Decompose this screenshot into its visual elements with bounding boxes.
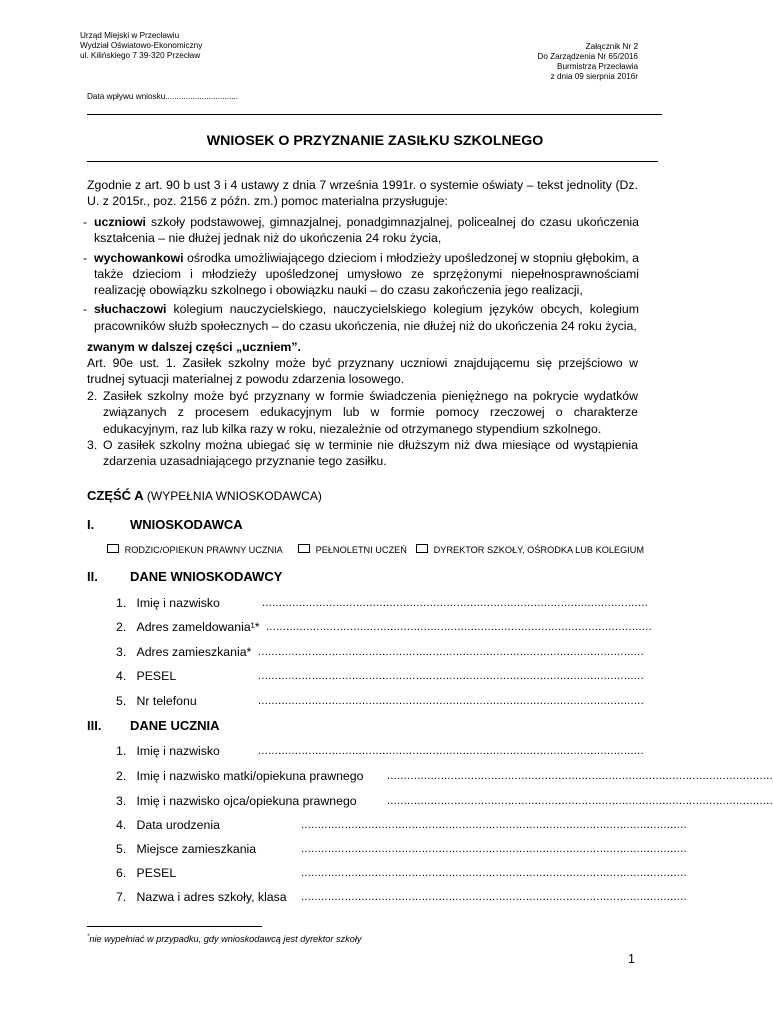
page-number: 1 xyxy=(628,952,635,966)
applicant-pesel-field[interactable]: ................................................................................................................... xyxy=(258,670,644,682)
applicant-option-parent[interactable] xyxy=(107,544,283,555)
part-a-title: CZĘŚĆ A xyxy=(87,488,144,503)
article-text: Zasiłek szkolny może być przyznany w formie świadczenia pieniężnego na pokrycie wydatków związanych z procesem edukacyjnym lub w formie pomocy rzeczowej o charakterze edukacyjnym, raz lub kilka razy w roku, niezależnie od otrzymanego stypendium szkolnego. xyxy=(103,389,638,436)
bullet-bold: uczniowi xyxy=(94,215,146,229)
form-title: WNIOSEK O PRZYZNANIE ZASIŁKU SZKOLNEGO xyxy=(206,133,544,149)
eligibility-list xyxy=(83,214,639,334)
checkbox[interactable] xyxy=(107,544,119,553)
part-a-heading xyxy=(87,488,322,503)
office-address xyxy=(80,31,202,61)
mother-name-label: 2. Imię i nazwisko matki/opiekuna prawnego xyxy=(116,769,364,783)
annex-line4: z dnia 09 sierpnia 2016r xyxy=(550,72,638,81)
footnote-divider xyxy=(87,926,262,927)
office-line3: ul. Kilińskiego 7 39-320 Przecław xyxy=(80,51,201,60)
residence-place-field[interactable]: ................................................................................................................... xyxy=(301,843,687,855)
checkbox[interactable] xyxy=(298,544,310,553)
intro-paragraph: Zgodnie z art. 90 b ust 3 i 4 ustawy z dnia 7 września 1991r. o systemie oświaty – tekst jednolity (Dz. U. z 2015r., poz. 2156 z późn. zm.) pomoc materialna przysługuje: xyxy=(87,178,638,209)
applicant-phone-label: 5. Nr telefonu xyxy=(116,694,197,708)
section3-title: DANE UCZNIA xyxy=(130,718,220,733)
applicant-name-field[interactable]: ................................................................................................................... xyxy=(262,597,648,609)
office-line2: Wydział Oświatowo-Ekonomiczny xyxy=(80,41,203,50)
annex-info xyxy=(537,42,638,82)
father-name-label: 3. Imię i nazwisko ojca/opiekuna prawnego xyxy=(116,794,357,808)
applicant-registered-address-field[interactable]: ................................................................................................................... xyxy=(266,621,652,633)
bullet-bold: wychowankowi xyxy=(94,250,184,265)
footnote-mark: * xyxy=(87,934,90,940)
footnote xyxy=(87,934,362,944)
header-divider xyxy=(87,114,662,115)
applicant-option-director[interactable] xyxy=(416,544,644,555)
list-item: - uczniowi szkoły podstawowej, gimnazjalnej, ponadgimnazjalnej, policealnej do czasu ukończenia kształcenia – nie dłużej jednak niż do ukończenia 24 roku życia, xyxy=(83,215,639,246)
list-item: - słuchaczowi kolegium nauczycielskiego, nauczycielskiego kolegium języków obcych, kolegium pracowników służb społecznych – do czasu ukończenia, nie dłużej niż do ukończenia 24 roku życia, xyxy=(83,302,639,333)
student-definition: zwanym w dalszej części „uczniem”. xyxy=(87,340,301,354)
article-num: 2. xyxy=(87,389,98,403)
article-num: 3. xyxy=(87,438,98,452)
annex-line1: Załącznik Nr 2 xyxy=(585,42,638,51)
bullet-text: szkoły podstawowej, gimnazjalnej, ponadgimnazjalnej, policealnej do czasu ukończenia kształcenia – nie dłużej jednak niż do ukończenia 24 roku życia, xyxy=(94,215,639,246)
applicant-pesel-label: 4. PESEL xyxy=(116,669,177,683)
footnote-text: nie wypełniać w przypadku, gdy wnioskodawcą jest dyrektor szkoły xyxy=(89,934,362,945)
birth-date-label: 4. Data urodzenia xyxy=(116,818,220,832)
applicant-residence-address-field[interactable]: ................................................................................................................... xyxy=(258,646,644,658)
article-text: O zasiłek szkolny można ubiegać się w terminie nie dłuższym niż dwa miesiące od wystąpienia zdarzenia uzasadniającego przyznanie tego zasiłku. xyxy=(103,438,638,469)
title-divider xyxy=(87,161,658,162)
section3-number: III. xyxy=(87,718,102,733)
father-name-field[interactable]: ................................................................................................................... xyxy=(387,795,773,807)
list-item: - wychowankowi ośrodka umożliwiającego dzieciom i młodzieży upośledzonej w stopniu głębokim, a także dzieciom i młodzieży upośledzonej umysłowo ze sprzężonymi niepełnosprawnościami realizację obowiązku szkolnego i obowiązku nauki – do czasu zakończenia jego realizacji, xyxy=(83,250,639,298)
school-label: 7. Nazwa i adres szkoły, klasa xyxy=(116,890,287,904)
article-90e-3 xyxy=(87,437,638,470)
mother-name-field[interactable]: ................................................................................................................... xyxy=(387,770,773,782)
section1-title: WNIOSKODAWCA xyxy=(130,517,243,532)
annex-line2: Do Zarządzenia Nr 65/2016 xyxy=(537,52,638,61)
bullet-text: kolegium nauczycielskiego, nauczycielskiego kolegium języków obcych, kolegium pracowników służb społecznych – do czasu ukończenia, nie dłużej niż do ukończenia 24 roku życia, xyxy=(94,302,639,333)
checkbox[interactable] xyxy=(416,544,428,553)
bullet-bold: słuchaczowi xyxy=(94,302,167,317)
student-name-field[interactable]: ................................................................................................................... xyxy=(258,745,644,757)
option-label: RODZIC/OPIEKUN PRAWNY UCZNIA xyxy=(124,545,283,555)
student-pesel-label: 6. PESEL xyxy=(116,866,177,880)
option-label: PEŁNOLETNI UCZEŃ xyxy=(315,545,407,555)
student-pesel-field[interactable]: ................................................................................................................... xyxy=(301,867,687,879)
section1-number: I. xyxy=(87,517,95,532)
part-a-subtitle: (WYPEŁNIA WNIOSKODAWCA) xyxy=(143,489,322,503)
birth-date-field[interactable]: ................................................................................................................... xyxy=(301,819,687,831)
applicant-residence-address-label: 3. Adres zamieszkania* xyxy=(116,645,252,659)
receipt-date: Data wpływu wniosku................................ xyxy=(87,92,239,101)
bullet-text: ośrodka umożliwiającego dzieciom i młodzieży upośledzonej w stopniu głębokim, a także dzieciom i młodzieży upośledzonej umysłowo ze sprzężonymi niepełnosprawnościami realizację obowiązku szkolnego i obowiązku nauki – do czasu zakończenia jego realizacji, xyxy=(94,250,639,298)
school-field[interactable]: ................................................................................................................... xyxy=(301,891,687,903)
section2-number: II. xyxy=(87,569,98,584)
applicant-registered-address-label: 2. Adres zameldowania¹* xyxy=(116,620,260,634)
applicant-name-label: 1. Imię i nazwisko xyxy=(116,596,220,610)
office-line1: Urząd Miejski w Przecławiu xyxy=(80,31,180,40)
residence-place-label: 5. Miejsce zamieszkania xyxy=(116,842,257,856)
student-name-label: 1. Imię i nazwisko xyxy=(116,744,220,758)
section2-title: DANE WNIOSKODAWCY xyxy=(130,569,283,584)
article-90e-1: Art. 90e ust. 1. Zasiłek szkolny może być przyznany uczniowi znajdującemu się przejściowo w trudnej sytuacji materialnej z powodu zdarzenia losowego. xyxy=(87,356,638,387)
applicant-phone-field[interactable]: ................................................................................................................... xyxy=(258,695,644,707)
option-label: DYREKTOR SZKOŁY, OŚRODKA LUB KOLEGIUM xyxy=(433,545,645,555)
annex-line3: Burmistrza Przecławia xyxy=(557,62,638,71)
article-90e-2 xyxy=(87,388,638,437)
applicant-option-adult-student[interactable] xyxy=(298,544,407,555)
